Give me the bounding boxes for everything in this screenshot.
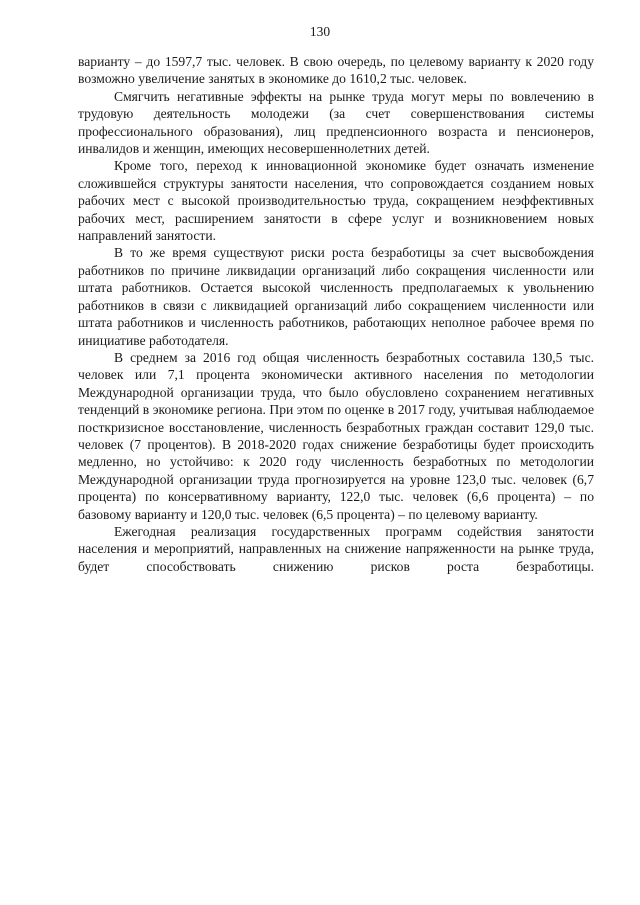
paragraph-labor-market-measures: Смягчить негативные эффекты на рынке труда могут меры по вовлечению в трудовую деятельность молодежи (за счет совершенствования системы профессионального образования), лиц предпенсионного возраста и пенсионеров, инвалидов и женщин, имеющих несовершеннолетних детей. [78, 88, 594, 157]
paragraph-unemployment-risks: В то же время существуют риски роста безработицы за счет высвобождения работников по причине ликвидации организаций либо сокращения численности или штата работников. Остается высокой численность предполагаемых к увольнению работников в связи с ликвидацией организаций либо сокращением численности или штата работников и численность работников, работающих неполное рабочее время по инициативе работодателя. [78, 245, 594, 348]
paragraph-unemployment-statistics: В среднем за 2016 год общая численность безработных составила 130,5 тыс. человек или 7,1 процента экономически активного населения по методологии Международной организации труда, что было обусловлено сохранением негативных тенденций в экономике региона. При этом по оценке в 2017 году, учитывая наблюдаемое посткризисное восстановление, численность безработных граждан составит 129,0 тыс. человек (7 процентов). В 2018-2020 годах снижение безработицы будет происходить медленно, но устойчиво: к 2020 году численность безработных по методологии Международной организации труда прогнозируется на уровне 123,0 тыс. человек (6,7 процента) по консервативному варианту, 122,0 тыс. человек (6,6 процента) – по базовому варианту и 120,0 тыс. человек (6,5 процента) – по целевому варианту. [78, 349, 594, 522]
page-number: 130 [309, 24, 331, 39]
paragraph-continuation: варианту – до 1597,7 тыс. человек. В свою очередь, по целевому варианту к 2020 году возможно увеличение занятых в экономике до 1610,2 тыс. человек. [78, 54, 594, 87]
document-body [78, 53, 594, 575]
paragraph-innovative-economy: Кроме того, переход к инновационной экономике будет означать изменение сложившейся структуры занятости населения, что сопровождается созданием новых рабочих мест с высокой производительностью труда, сокращением неэффективных рабочих мест, расширением занятости в сфере услуг и возникновением новых направлений занятости. [78, 158, 594, 244]
paragraph-state-programs: Ежегодная реализация государственных программ содействия занятости населения и мероприятий, направленных на снижение напряженности на рынке труда, будет способствовать снижению рисков роста безработицы. [78, 523, 594, 574]
